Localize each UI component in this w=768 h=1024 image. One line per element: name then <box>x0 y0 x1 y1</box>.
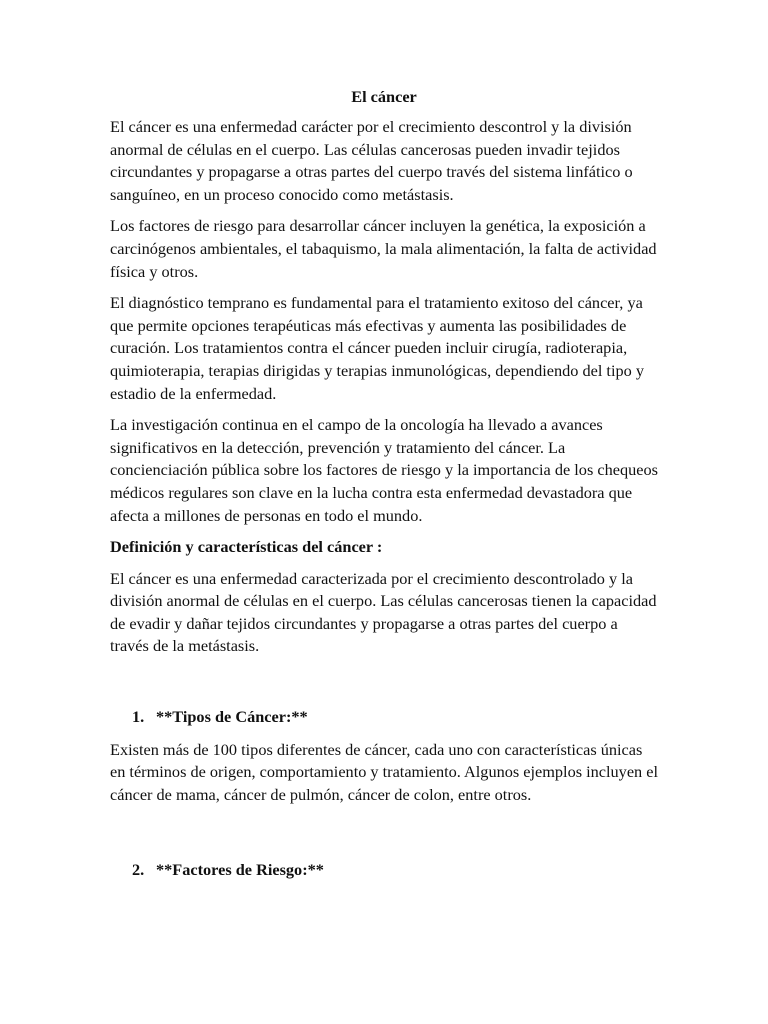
spacer <box>110 667 658 706</box>
list-number: 1. <box>132 707 145 727</box>
paragraph-diagnosis: El diagnóstico temprano es fundamental para el tratamiento exitoso del cáncer, ya que permite opciones terapéuticas más efectivas y aumenta las posibilidades de curación. Los tratamientos contra el cáncer pueden incluir cirugía, radioterapia, quimioterapia, terapias dirigidas y terapias inmunológicas, dependiendo del tipo y estadio de la enfermedad. <box>110 293 644 403</box>
list-item-tipos <box>110 706 658 729</box>
list-number: 2. <box>132 860 145 880</box>
list-label: **Tipos de Cáncer:** <box>156 707 308 727</box>
spacer <box>110 729 658 739</box>
paragraph-risk-factors: Los factores de riesgo para desarrollar cáncer incluyen la genética, la exposición a carcinógenos ambientales, el tabaquismo, la mala alimentación, la falta de actividad física y otros. <box>110 216 657 281</box>
list-item-factores <box>110 859 658 882</box>
paragraph-intro: El cáncer es una enfermedad carácter por el crecimiento descontrol y la división anormal de células en el cuerpo. Las células cancerosas pueden invadir tejidos circundantes y propagarse a otras partes del cuerpo través del sistema linfático o sanguíneo, en un proceso conocido como metástasis. <box>110 117 633 204</box>
spacer <box>110 815 658 859</box>
section-heading: Definición y características del cáncer : <box>110 537 383 557</box>
list-label: **Factores de Riesgo:** <box>156 860 324 880</box>
section-paragraph: El cáncer es una enfermedad caracterizada por el crecimiento descontrolado y la división anormal de células en el cuerpo. Las células cancerosas tienen la capacidad de evadir y dañar tejidos circundantes y propagarse a otras partes del cuerpo a través de la metástasis. <box>110 568 657 656</box>
paragraph-research: La investigación continua en el campo de la oncología ha llevado a avances significativos en la detección, prevención y tratamiento del cáncer. La concienciación pública sobre los factores de riesgo y la importancia de los chequeos médicos regulares son clave en la lucha contra esta enfermedad devastadora que afecta a millones de personas en todo el mundo. <box>110 415 658 525</box>
list-paragraph-tipos: Existen más de 100 tipos diferentes de cáncer, cada uno con características únicas en términos de origen, comportamiento y tratamiento. Algunos ejemplos incluyen el cáncer de mama, cáncer de pulmón, cáncer de colon, entre otros. <box>110 739 659 804</box>
document-title: El cáncer <box>351 87 417 106</box>
